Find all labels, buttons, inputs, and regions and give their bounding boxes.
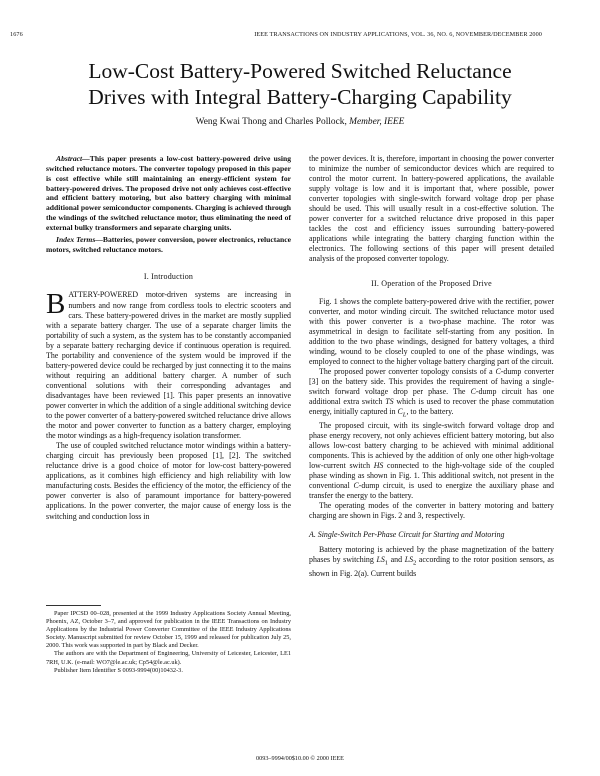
text-run: -dump circuit has one additional extra switch [309, 386, 554, 407]
symbol-ls2-subscript: 2 [413, 559, 417, 567]
text-run: -dump circuit, is used to energize the auxiliary phase and transfer the energy to the battery. [309, 480, 554, 501]
footnote-rule [46, 605, 101, 606]
operation-paragraph-2 [309, 367, 554, 421]
symbol-hs: HS [373, 460, 384, 470]
symbol-c: C [470, 386, 476, 396]
symbol-cl-subscript: L [402, 411, 407, 419]
intro-paragraph-1 [46, 290, 291, 441]
page-number: 1676 [10, 31, 23, 38]
symbol-ls1: LS [376, 555, 385, 565]
index-terms [46, 235, 291, 255]
operation-paragraph-5 [309, 545, 554, 579]
running-header [10, 31, 542, 41]
operation-paragraph-3 [309, 421, 554, 501]
abstract [46, 154, 291, 233]
text-run: , to the battery. [406, 407, 454, 417]
text-run: Battery motoring is achieved by the phase magnetization of the battery phases by switching [309, 545, 554, 565]
operation-paragraph-1: Fig. 1 shows the complete battery-powered drive with the rectifier, power converter, and motor winding circuit. The switched reluctance motor used with this power converter is a two-phase machine. The rotor was asymmetrical in design to facilitate self-starting from any position. In addition to the two phase windings, designed for battery voltages, a third winding, wound to be closely coupled to one of the phase windings, was employed to connect to the higher voltage battery charging part of the circuit. [309, 296, 554, 366]
symbol-ls1-subscript: 1 [384, 559, 389, 567]
right-column [309, 154, 554, 579]
left-column [46, 154, 291, 522]
index-terms-text: Batteries, power conversion, power electronics, reluctance motors, switched reluctance motors. [46, 234, 291, 254]
symbol-ls2: LS [404, 555, 414, 565]
title-line-2: Drives with Integral Battery-Charging Capability [88, 85, 512, 109]
author-line [0, 117, 600, 127]
footnote-paragraph-3: Publisher Item Identifier S 0093-9994(00)10432-3. [54, 666, 183, 674]
text-run: The proposed circuit, with its single-switch forward voltage drop and phase energy recovery, not only achieves efficient battery motoring, but also allows low-cost battery charging to be achieved with minimal additional components. This is achieved by the addition of only one other high-voltage low-current switch [309, 420, 554, 470]
symbol-c: C [495, 366, 501, 376]
subsection-heading-a: A. Single-Switch Per-Phase Circuit for Starting and Motoring [309, 530, 505, 540]
text-run: -dump converter [3] on the battery side. This provides the requirement of having a single-switch forward voltage drop per phase. The [309, 366, 554, 396]
abstract-label: Abstract— [56, 154, 90, 163]
intro-paragraph-2: The use of coupled switched reluctance motor windings within a battery-charging circuit has previously been proposed [1], [2]. The switched reluctance drive is a good choice of motor for low-cost battery-powered applications, as it combines high efficiency and high reliability with low manufacturing costs. Besides the efficiency of the motor, the efficiency of the power converter is also of paramount importance for battery-powered applications. In the power converter, the major cause of energy loss is the switching and conduction loss in [46, 441, 292, 521]
intro-paragraph-1-text: ATTERY-POWERED motor-driven systems are increasing in numbers and now range from cordless tools to electric scooters and cars. These battery-powered drives in the market are mostly supplied with a separate battery charger. The use of a separate charger limits the portability of such a system, as the system has to be constantly accompanied by a separate battery recharging device if continuous operation is required. The portability and convenience of the system would be improved if the battery-powered device could be recharged by just connecting it to the mains without requiring an additional battery charger. A number of such conventional solutions with their corresponding advantages and disadvantages have been reviewed [1]. This paper presents an innovative power converter in which the addition of a single additional switching device to the power converter of a battery-powered switched reluctance drive allows the motor and power converter to function as a battery charger, employing the motor windings as a high-frequency isolation transformer. [46, 290, 291, 441]
paper-title [0, 58, 600, 110]
author-names: Weng Kwai Thong and Charles Pollock, [195, 117, 347, 127]
text-run: according to the rotor position sensors, as shown in Fig. 2(a). Current builds [309, 555, 554, 578]
abstract-text: This paper presents a low-cost battery-powered drive using switched reluctance motors. The converter topology proposed in this paper is cost effective while still maintaining an energy-efficient system for battery-powered drives. The proposed drive not only achieves cost-effective and efficient battery motoring, but also battery charging with minimal additional power semiconductor components. Charging is achieved through the windings of the switched reluctance motor, thus eliminating the need of external bulky transformers and separate charging units. [46, 154, 291, 232]
text-run: and [388, 555, 405, 565]
copyright-line: 0093–9994/00$10.00 © 2000 IEEE [256, 755, 344, 762]
symbol-cl: C [397, 407, 403, 417]
text-run: connected to the high-voltage side of the coupled phase winding as shown in Fig. 1. This additional switch, not present in the conventional [309, 460, 554, 490]
footnote [46, 610, 291, 675]
intro-paragraph-2-continued: the power devices. It is, therefore, important in choosing the power converter to minimize the number of semiconductor devices which are required to control the motor current. In battery-powered applications, the available supply voltage is low and it is important that, where possible, power converter topologies with single-switch forward voltage drop per phase should be used. This will usually result in a cost-effective solution. The power converter for a switched reluctance drive proposed in this paper tackles the cost and efficiency issues surrounding battery-powered applications while integrating the battery charging function within the electronics. The following sections of this paper will present detailed analysis of the proposed converter topology. [309, 154, 554, 264]
drop-cap: B [46, 288, 66, 321]
author-membership: Member, IEEE [349, 117, 405, 127]
title-line-1: Low-Cost Battery-Powered Switched Reluctance [88, 59, 512, 83]
index-terms-label: Index Terms— [56, 234, 103, 244]
text-run: The proposed power converter topology consists of a [319, 366, 496, 376]
section-heading-operation: II. Operation of the Proposed Drive [371, 278, 492, 288]
section-heading-introduction: I. Introduction [143, 272, 194, 282]
text-run: which is used to recover the phase commutation energy, initially captured in [309, 397, 554, 417]
footnote-paragraph-1: Paper IPCSD 00–028, presented at the 1999 Industry Applications Society Annual Meeting, Phoenix, AZ, October 3–7, and approved for publication in the IEEE Transactions on Industry Applications by the Industrial Power Converter Committee of the IEEE Industry Applications Society. Manuscript submitted for review October 15, 1999 and released for publication July 25, 2000. This work was supported in part by Black and Decker. [46, 610, 291, 650]
operation-paragraph-4: The operating modes of the converter in battery motoring and battery charging are shown in Figs. 2 and 3, respectively. [309, 501, 554, 521]
journal-line: IEEE TRANSACTIONS ON INDUSTRY APPLICATIONS, VOL. 36, NO. 6, NOVEMBER/DECEMBER 2000 [254, 31, 542, 38]
footnote-paragraph-2: The authors are with the Department of Engineering, University of Leicester, Leicester, LE1 7RH, U.K. (e-mail: WO7@le.ac.uk; Cp54@le.ac.uk). [46, 650, 291, 666]
symbol-c: C [353, 480, 359, 490]
symbol-ts: TS [385, 397, 394, 407]
